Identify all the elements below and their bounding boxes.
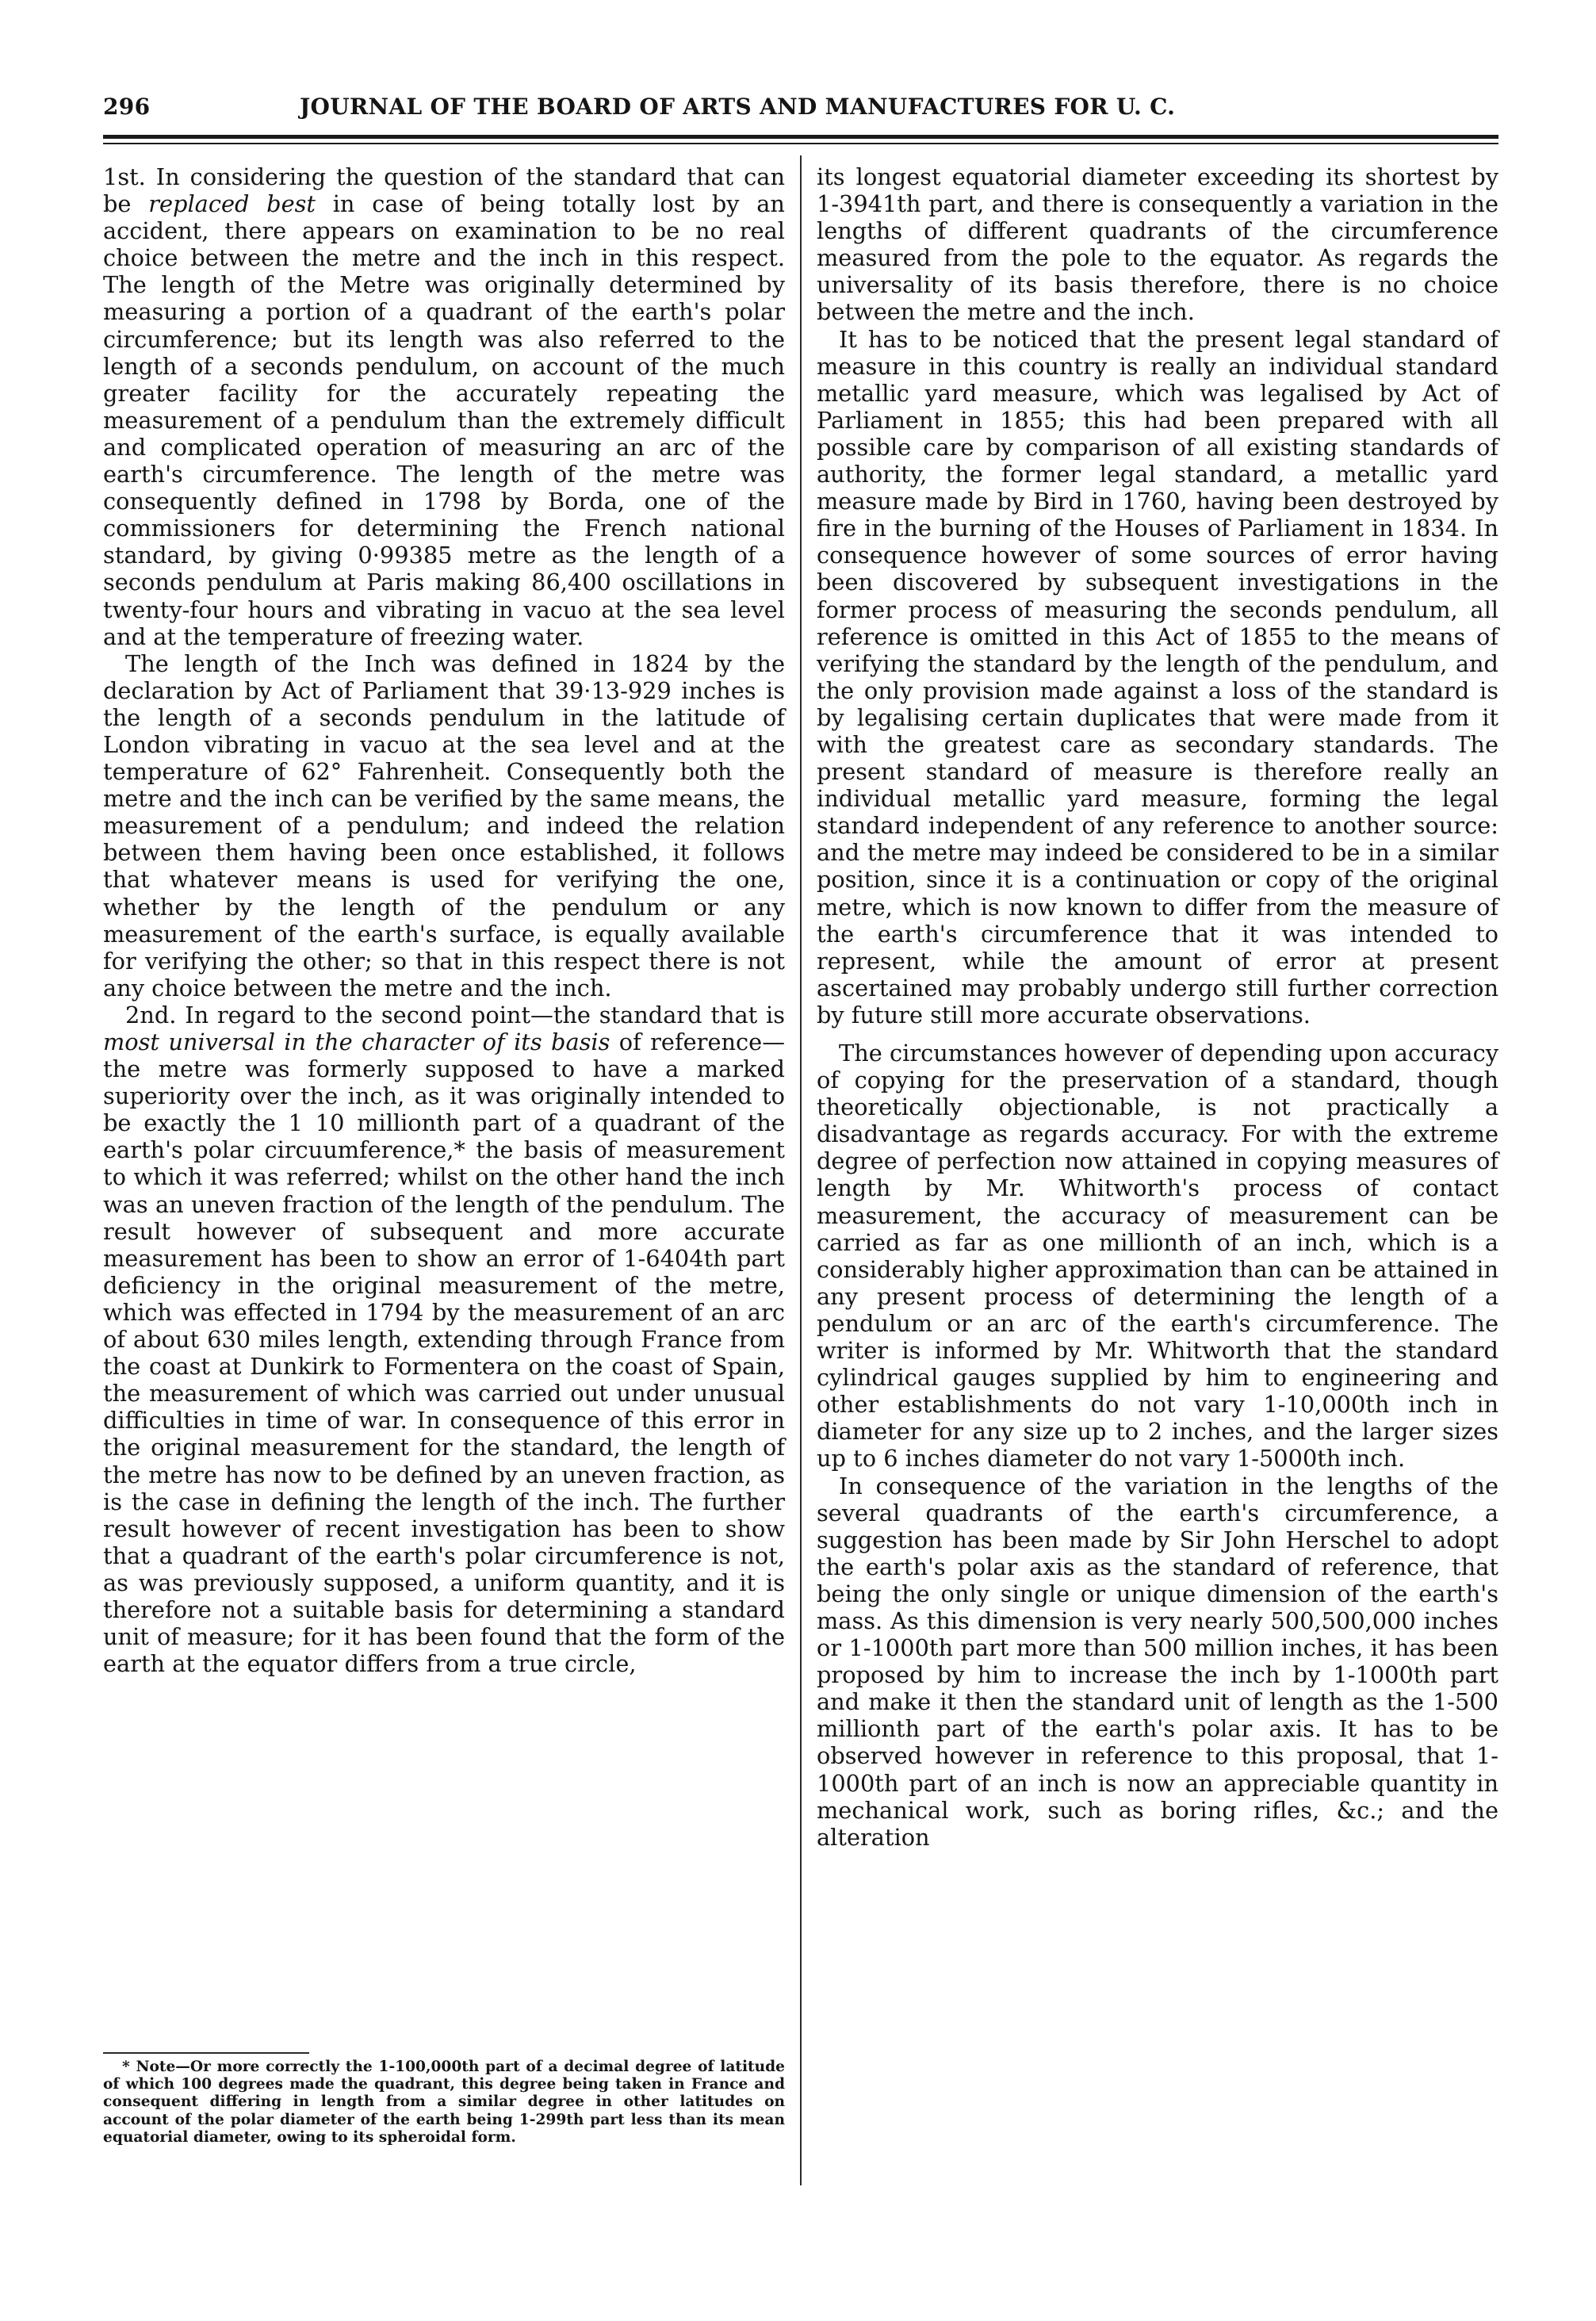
text-run: in case of being totally lost by an accident, there appears on examination to be no real choice between the metre and the inch in this respect. The length of the Metre was originally determined by measuring a portion of a quadrant of the earth's polar circumference; but its length was also referred to the length of a seconds pendulum, on account of the much greater facility for the accurately repeating the measurement of a pendulum than the extremely difficult and complicated operation of measuring an arc of the earth's circumference. The length of the metre was consequently defined in 1798 by Borda, one of the commissioners for determining the French national standard, by giving 0·99385 metre as the length of a seconds pendulum at Paris making 86,400 oscillations in twenty-four hours and vibrating in vacuo at the sea level and at the temperature of freezing water. — [103, 190, 785, 650]
header-rule-thin — [103, 143, 1498, 144]
paragraph-herschel-proposal: In consequence of the variation in the lengths of the several quadrants of the earth's circumference, a suggestion has been made by Sir John Herschel to adopt the earth's polar axis as the standard of reference, that being the only single or unique dimension of the earth's mass. As this dimension is very nearly 500,500,000 inches or 1-1000th part more than 500 million inches, it has been proposed by him to increase the inch by 1-1000th part and make it then the standard unit of length as the 1-500 millionth part of the earth's polar axis. It has to be observed however in reference to this proposal, that 1-1000th part of an inch is now an appreciable quantity in mechanical work, such as boring rifles, &c.; and the alteration — [817, 1472, 1498, 1851]
header-rule-thick — [103, 135, 1498, 139]
footnote-text: * Note—Or more correctly the 1-100,000th part of a decimal degree of latitude of which 100 degrees made the quadrant, this degree being taken in France and consequent differing in length from a similar degree in other latitudes on account of the polar diameter of the earth being 1-299th part less than its mean equatorial diameter, owing to its spheroidal form. — [103, 2059, 785, 2146]
footnote-rule — [103, 2052, 309, 2054]
paragraph-continuation: its longest equatorial diameter exceeding its shortest by 1-3941th part, and there is consequently a variation in the lengths of different quadrants of the circumference measured from the pole to the equator. As regards the universality of its basis therefore, there is no choice between the metre and the inch. — [817, 163, 1498, 326]
page-number: 296 — [103, 94, 151, 120]
running-head: JOURNAL OF THE BOARD OF ARTS AND MANUFACTURES FOR U. C. — [300, 94, 1176, 120]
paragraph-second-point — [103, 1002, 785, 1677]
right-column — [817, 163, 1498, 1851]
paragraph-legal-standard: It has to be noticed that the present legal standard of measure in this country is really an individual standard metallic yard measure, which was legalised by Act of Parliament in 1855; this had been prepared with all possible care by comparison of all existing standards of authority, the former legal standard, a metallic yard measure made by Bird in 1760, having been destroyed by fire in the burning of the Houses of Parliament in 1834. In consequence however of some sources of error having been discovered by subsequent investigations in the former process of measuring the seconds pendulum, all reference is omitted in this Act of 1855 to the means of verifying the standard by the length of the pendulum, and the only provision made against a loss of the standard is by legalising certain duplicates that were made from it with the greatest care as secondary standards. The present standard of measure is therefore really an individual metallic yard measure, forming the legal standard independent of any reference to another source: and the metre may indeed be considered to be in a similar position, since it is a continuation or copy of the original metre, which is now known to differ from the measure of the earth's circumference that it was intended to represent, while the amount of error at present ascertained may probably undergo still further correction by future still more accurate observations. — [817, 325, 1498, 1028]
paragraph-first-point — [103, 163, 785, 650]
emphasis-replaced-best: replaced best — [148, 190, 316, 218]
text-run: 2nd. In regard to the second point—the standard that is — [125, 1001, 785, 1028]
column-divider — [800, 155, 802, 2185]
footnote — [103, 2059, 785, 2147]
left-column — [103, 163, 785, 1677]
emphasis-most-universal: most universal in the character of its basis — [103, 1028, 610, 1055]
paragraph-copying-accuracy: The circumstances however of depending upon accuracy of copying for the preservation of a standard, though theoretically objectionable, is not practically a disadvantage as regards accuracy. For with the extreme degree of perfection now attained in copying measures of length by Mr. Whitworth's process of contact measurement, the accuracy of measurement can be carried as far as one millionth of an inch, which is a considerably higher approximation than can be attained in any present process of determining the length of a pendulum or an arc of the earth's circumference. The writer is informed by Mr. Whitworth that the standard cylindrical gauges supplied by him to engineering and other establishments do not vary 1-10,000th inch in diameter for any size up to 2 inches, and the larger sizes up to 6 inches diameter do not vary 1-5000th inch. — [817, 1040, 1498, 1473]
page-header — [103, 94, 1498, 125]
text-run: 1st. In considering the question of the standard that can be — [103, 163, 785, 218]
paragraph-inch-definition: The length of the Inch was defined in 1824 by the declaration by Act of Parliament that 39·13-929 inches is the length of a seconds pendulum in the latitude of London vibrating in vacuo at the sea level and at the temperature of 62° Fahrenheit. Consequently both the metre and the inch can be verified by the same means, the measurement of a pendulum; and indeed the relation between them having been once established, it follows that whatever means is used for verifying the one, whether by the length of the pendulum or any measurement of the earth's surface, is equally available for verifying the other; so that in this respect there is not any choice between the metre and the inch. — [103, 649, 785, 1002]
text-run: of reference—the metre was formerly supposed to have a marked superiority over the inch, as it was originally intended to be exactly the 1 10 millionth part of a quadrant of the earth's polar circuumference,* the basis of measurement to which it was referred; whilst on the other hand the inch was an uneven fraction of the length of the pendulum. The result however of subsequent and more accurate measurement has been to show an error of 1-6404th part deficiency in the original measurement of the metre, which was effected in 1794 by the measurement of an arc of about 630 miles length, extending through France from the coast at Dunkirk to Formentera on the coast of Spain, the measurement of which was carried out under unusual difficulties in time of war. In consequence of this error in the original measurement for the standard, the length of the metre has now to be defined by an uneven fraction, as is the case in defining the length of the inch. The further result however of recent investigation has been to show that a quadrant of the earth's polar circumference is not, as was previously supposed, a uniform quantity, and it is therefore not a suitable basis for determining a standard unit of measure; for it has been found that the form of the earth at the equator differs from a true circle, — [103, 1028, 785, 1678]
